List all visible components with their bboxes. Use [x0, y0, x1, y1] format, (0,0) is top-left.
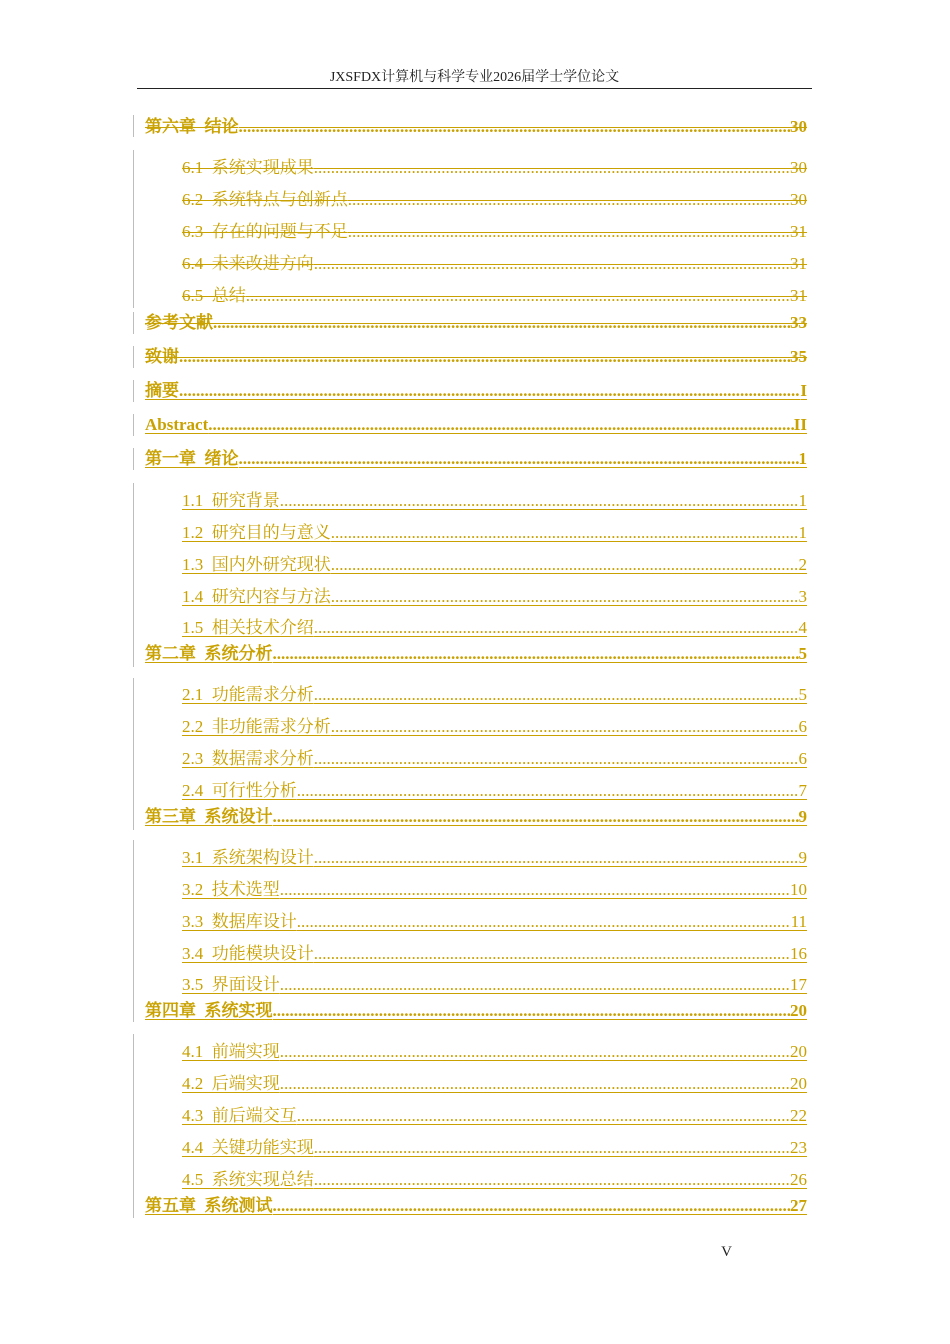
toc-entry-page: 27 [790, 1196, 807, 1215]
toc-leader [314, 942, 790, 966]
toc-entry[interactable] [0, 379, 950, 403]
toc-entry-label: 6.4 未来改进方向 [182, 254, 314, 273]
toc-leader [331, 553, 799, 577]
toc-entry-page: 9 [798, 848, 807, 867]
toc-entry-page: 3 [798, 587, 807, 606]
toc-entry-label: 第一章 绪论 [145, 449, 239, 468]
toc-entry-label: 第三章 系统设计 [145, 807, 273, 826]
toc-entry[interactable] [0, 973, 950, 997]
toc-entry-label: 2.2 非功能需求分析 [182, 717, 331, 736]
toc-entry-label: 3.3 数据库设计 [182, 912, 297, 931]
toc-entry-page: 16 [790, 944, 807, 963]
toc-leader [297, 779, 799, 803]
toc-entry[interactable] [0, 284, 950, 308]
toc-entry-page: 20 [790, 1042, 807, 1061]
toc-entry-page: 31 [790, 254, 807, 273]
toc-entry-page: 6 [798, 749, 807, 768]
toc-entry[interactable] [0, 1168, 950, 1192]
toc-entry-page: 1 [798, 491, 807, 510]
toc-entry-label: 4.2 后端实现 [182, 1074, 280, 1093]
toc-leader [213, 311, 790, 335]
toc-entry-page: 20 [790, 1074, 807, 1093]
toc-entry[interactable] [0, 715, 950, 739]
toc-leader [314, 683, 799, 707]
toc-entry-page: 26 [790, 1170, 807, 1189]
toc-leader [273, 805, 799, 829]
toc-entry-label: 6.2 系统特点与创新点 [182, 190, 348, 209]
toc-entry-label: Abstract [145, 415, 209, 434]
toc-leader [246, 284, 790, 308]
toc-entry-label: 4.4 关键功能实现 [182, 1138, 314, 1157]
toc-leader [273, 999, 791, 1023]
toc-entry-label: 第二章 系统分析 [145, 644, 273, 663]
toc-entry-label: 1.4 研究内容与方法 [182, 587, 331, 606]
toc-leader [179, 379, 800, 403]
toc-entry[interactable] [0, 1040, 950, 1064]
toc-entry-page: 7 [798, 781, 807, 800]
toc-entry-page: 30 [790, 158, 807, 177]
toc-leader [331, 585, 799, 609]
toc-entry-label: 6.3 存在的问题与不足 [182, 222, 348, 241]
toc-entry-label: 摘要 [145, 381, 179, 400]
toc-leader [314, 1168, 790, 1192]
toc-entry-page: 31 [790, 286, 807, 305]
toc-entry[interactable] [0, 846, 950, 870]
toc-entry[interactable] [0, 942, 950, 966]
toc-entry-label: 4.1 前端实现 [182, 1042, 280, 1061]
toc-leader [314, 1136, 790, 1160]
toc-entry[interactable] [0, 683, 950, 707]
toc-entry-page: 22 [790, 1106, 807, 1125]
toc-leader [280, 1072, 790, 1096]
toc-leader [314, 616, 799, 640]
toc-entry-label: 参考文献 [145, 313, 213, 332]
toc-entry-label: 3.1 系统架构设计 [182, 848, 314, 867]
toc-entry-label: 第五章 系统测试 [145, 1196, 273, 1215]
toc-entry-page: 5 [798, 685, 807, 704]
toc-entry-page: II [793, 415, 807, 434]
toc-entry-label: 4.5 系统实现总结 [182, 1170, 314, 1189]
toc-entry[interactable] [0, 311, 950, 335]
toc-entry[interactable] [0, 553, 950, 577]
toc-leader [239, 447, 799, 471]
toc-entry-label: 1.1 研究背景 [182, 491, 280, 510]
toc-entry-label: 第四章 系统实现 [145, 1001, 273, 1020]
toc-entry-page: 1 [798, 523, 807, 542]
toc-leader [208, 413, 794, 437]
toc-entry[interactable] [0, 1194, 950, 1218]
toc-entry-page: 2 [798, 555, 807, 574]
toc-entry[interactable] [0, 156, 950, 180]
toc-entry-label: 1.2 研究目的与意义 [182, 523, 331, 542]
page-header: JXSFDX计算机与科学专业2026届学士学位论文 [329, 70, 620, 85]
toc-leader [314, 252, 790, 276]
toc-entry-page: 4 [798, 618, 807, 637]
toc-entry[interactable] [0, 878, 950, 902]
toc-entry-label: 2.3 数据需求分析 [182, 749, 314, 768]
toc-leader [280, 973, 790, 997]
page-number: V [721, 1244, 732, 1260]
toc-entry-page: I [800, 381, 807, 400]
toc-entry-page: 31 [790, 222, 807, 241]
toc-leader [348, 188, 790, 212]
toc-entry-label: 2.4 可行性分析 [182, 781, 297, 800]
toc-entry-page: 17 [790, 975, 807, 994]
toc-entry[interactable] [0, 1072, 950, 1096]
toc-entry[interactable] [0, 585, 950, 609]
toc-entry-page: 30 [790, 117, 807, 136]
toc-leader [314, 747, 799, 771]
toc-leader [331, 521, 799, 545]
toc-entry-label: 1.5 相关技术介绍 [182, 618, 314, 637]
toc-leader [280, 1040, 790, 1064]
toc-entry-page: 5 [798, 644, 807, 663]
toc-entry-label: 2.1 功能需求分析 [182, 685, 314, 704]
toc-leader [280, 878, 790, 902]
toc-entry[interactable] [0, 252, 950, 276]
toc-leader [348, 220, 790, 244]
toc-entry-label: 4.3 前后端交互 [182, 1106, 297, 1125]
toc-leader [239, 115, 791, 139]
toc-entry[interactable] [0, 999, 950, 1023]
toc-entry-page: 1 [798, 449, 807, 468]
toc-entry[interactable] [0, 220, 950, 244]
toc-entry-page: 23 [790, 1138, 807, 1157]
toc-entry[interactable] [0, 747, 950, 771]
toc-leader [273, 642, 799, 666]
toc-entry[interactable] [0, 447, 950, 471]
toc-entry-page: 10 [790, 880, 807, 899]
toc-entry-page: 6 [798, 717, 807, 736]
toc-entry-label: 3.4 功能模块设计 [182, 944, 314, 963]
toc-leader [280, 489, 799, 513]
toc-entry[interactable] [0, 115, 950, 139]
toc-entry-page: 9 [798, 807, 807, 826]
toc-entry-page: 30 [790, 190, 807, 209]
toc-entry[interactable] [0, 779, 950, 803]
toc-leader [297, 910, 791, 934]
toc-leader [314, 846, 799, 870]
toc-entry-label: 致谢 [145, 347, 179, 366]
toc-entry-page: 20 [790, 1001, 807, 1020]
toc-leader [273, 1194, 791, 1218]
toc-entry-label: 6.5 总结 [182, 286, 246, 305]
toc-leader [314, 156, 790, 180]
toc-leader [331, 715, 799, 739]
toc-entry[interactable] [0, 413, 950, 437]
toc-entry-page: 33 [790, 313, 807, 332]
toc-entry[interactable] [0, 1104, 950, 1128]
toc-entry-label: 3.5 界面设计 [182, 975, 280, 994]
toc-entry[interactable] [0, 1136, 950, 1160]
toc-entry[interactable] [0, 489, 950, 513]
toc-entry[interactable] [0, 805, 950, 829]
toc-entry-label: 第六章 结论 [145, 117, 239, 136]
toc-entry-label: 1.3 国内外研究现状 [182, 555, 331, 574]
toc-entry-label: 6.1 系统实现成果 [182, 158, 314, 177]
toc-entry[interactable] [0, 345, 950, 369]
toc-entry-label: 3.2 技术选型 [182, 880, 280, 899]
toc-entry-page: 35 [790, 347, 807, 366]
toc-leader [297, 1104, 790, 1128]
toc-entry[interactable] [0, 910, 950, 934]
toc-entry[interactable] [0, 642, 950, 666]
toc-leader [179, 345, 790, 369]
toc-entry[interactable] [0, 616, 950, 640]
toc-entry[interactable] [0, 188, 950, 212]
toc-entry-page: 11 [790, 912, 807, 931]
toc-entry[interactable] [0, 521, 950, 545]
